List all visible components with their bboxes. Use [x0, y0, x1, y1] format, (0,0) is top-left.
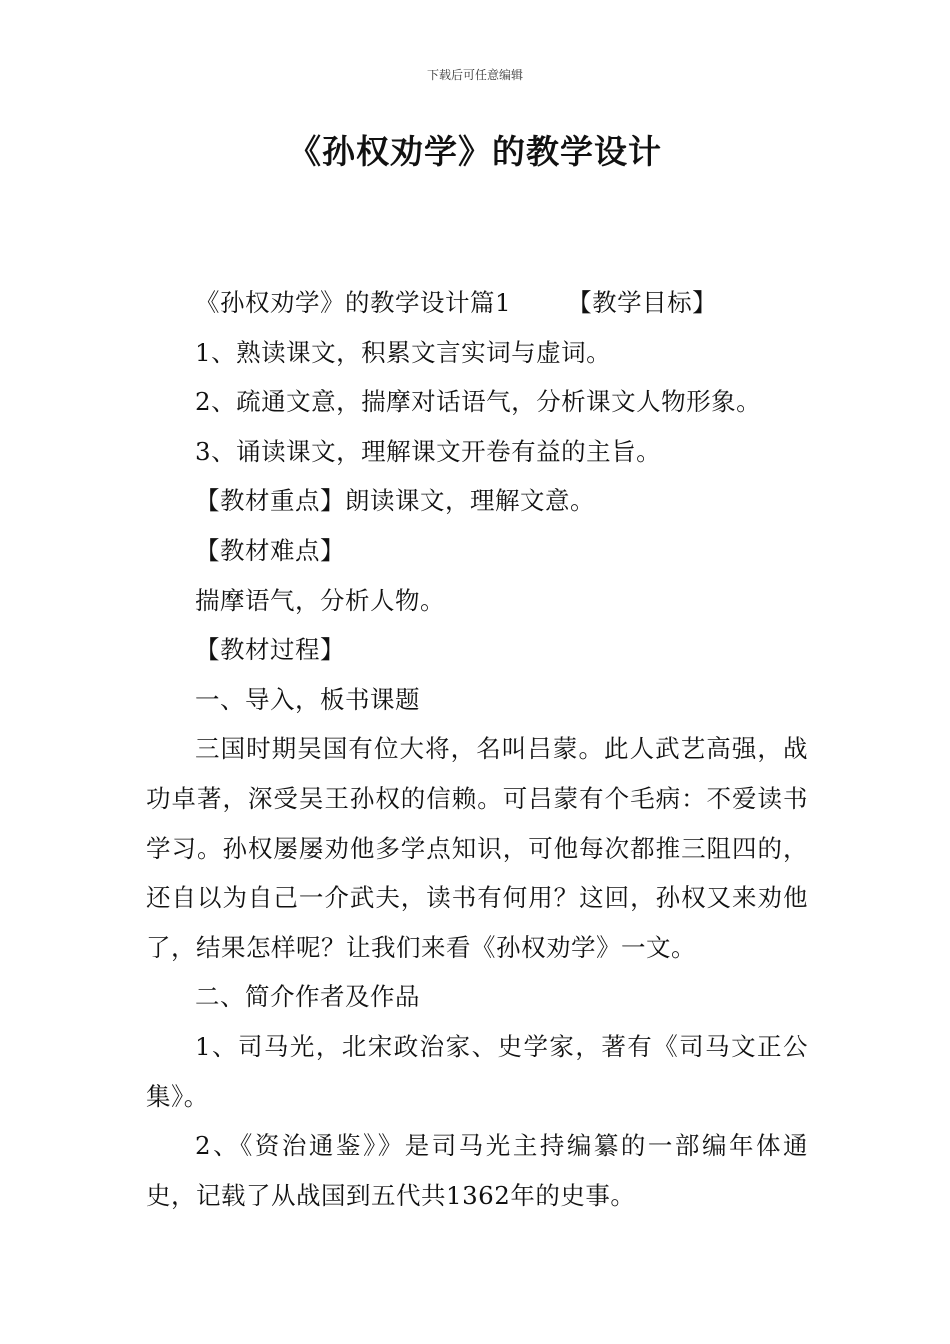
document-body	[146, 278, 808, 1220]
paragraph: 3、诵读课文，理解课文开卷有益的主旨。	[195, 436, 662, 466]
document-title: 《孙权劝学》的教学设计	[288, 132, 662, 171]
paragraph: 【教材过程】	[195, 635, 345, 665]
paragraph: 1、司马光，北宋政治家、史学家，著有《司马文正公集》。	[146, 1031, 808, 1111]
paragraph: 2、疏通文意，揣摩对话语气，分析课文人物形象。	[195, 387, 762, 417]
paragraph: 【教材重点】朗读课文，理解文意。	[195, 486, 595, 516]
paragraph-section-heading	[146, 278, 808, 328]
paragraph: 二、简介作者及作品	[195, 982, 420, 1012]
paragraph: 三国时期吴国有位大将，名叫吕蒙。此人武艺高强，战功卓著，深受吴王孙权的信赖。可吕蒙有个毛病：不爱读书学习。孙权屡屡劝他多学点知识，可他每次都推三阻四的，还自以为自己一介武夫，读书有何用？这回，孙权又来劝他了，结果怎样呢？让我们来看《孙权劝学》一文。	[146, 734, 808, 962]
teaching-goals-heading: 【教学目标】	[567, 288, 718, 317]
paragraph: 2、《资治通鉴》》是司马光主持编纂的一部编年体通史，记载了从战国到五代共1362年的史事。	[146, 1131, 808, 1210]
paragraph: 1、熟读课文，积累文言实词与虚词。	[195, 337, 612, 367]
header-note: 下载后可任意编辑	[426, 68, 523, 82]
paragraph: 揣摩语气，分析人物。	[195, 585, 445, 615]
paragraph: 一、导入，板书课题	[195, 684, 420, 714]
paragraph: 【教材难点】	[195, 535, 345, 565]
section-heading: 《孙权劝学》的教学设计篇1	[195, 288, 512, 317]
